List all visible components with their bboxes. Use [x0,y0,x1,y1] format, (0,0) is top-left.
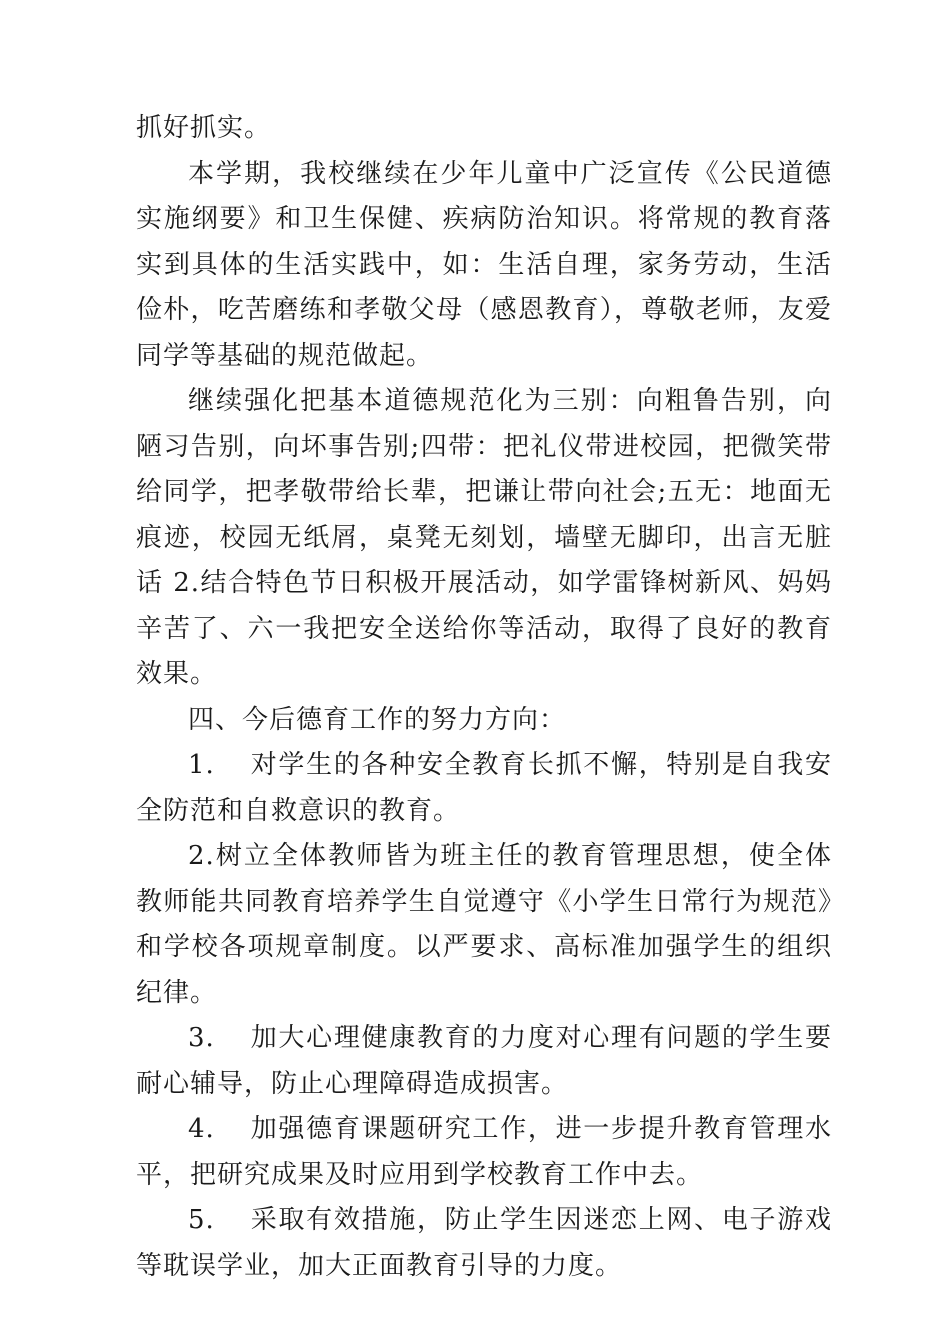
paragraph-1 [136,106,832,152]
list-item-text: 加强德育课题研究工作，进一步提升教育管理水平，把研究成果及时应用到学校教育工作中去。 [136,1114,832,1190]
list-item-text: 加大心理健康教育的力度对心理有问题的学生要耐心辅导，防止心理障碍造成损害。 [136,1023,832,1099]
paragraph-text: 本学期，我校继续在少年儿童中广泛宣传《公民道德实施纲要》和卫生保健、疾病防治知识。将常规的教育落实到具体的生活实践中，如：生活自理，家务劳动，生活俭朴，吃苦磨练和孝敬父母（感恩教育），尊敬老师，友爱同学等基础的规范做起。 [136,158,832,371]
list-number: 1. [188,750,215,780]
paragraph-3 [136,379,832,698]
list-item-5 [136,1198,832,1289]
list-item-text: 采取有效措施，防止学生因迷恋上网、电子游戏等耽误学业，加大正面教育引导的力度。 [136,1205,832,1281]
document-body [136,106,832,1289]
section-heading [136,698,832,744]
list-item-text: 2.树立全体教师皆为班主任的教育管理思想，使全体教师能共同教育培养学生自觉遵守《小学生日常行为规范》和学校各项规章制度。以严要求、高标准加强学生的组织纪律。 [136,841,832,1008]
paragraph-text: 继续强化把基本道德规范化为三别：向粗鲁告别，向陋习告别，向坏事告别;四带：把礼仪带进校园，把微笑带给同学，把孝敬带给长辈，把谦让带向社会;五无：地面无痕迹，校园无纸屑，桌凳无刻划，墙壁无脚印，出言无脏话 2.结合特色节日积极开展活动，如学雷锋树新风、妈妈辛苦了、六一我把安全送给你等活动，取得了良好的教育效果。 [136,386,832,689]
paragraph-2 [136,152,832,380]
list-item-text: 对学生的各种安全教育长抓不懈，特别是自我安全防范和自救意识的教育。 [136,750,832,826]
list-item-1 [136,743,832,834]
list-number: 5. [188,1205,215,1235]
list-number: 4. [188,1114,215,1144]
list-item-4 [136,1107,832,1198]
list-item-3 [136,1016,832,1107]
paragraph-text: 抓好抓实。 [136,113,272,143]
section-heading-text: 四、今后德育工作的努力方向： [188,704,567,735]
list-item-2 [136,834,832,1016]
list-number: 3. [188,1023,215,1053]
